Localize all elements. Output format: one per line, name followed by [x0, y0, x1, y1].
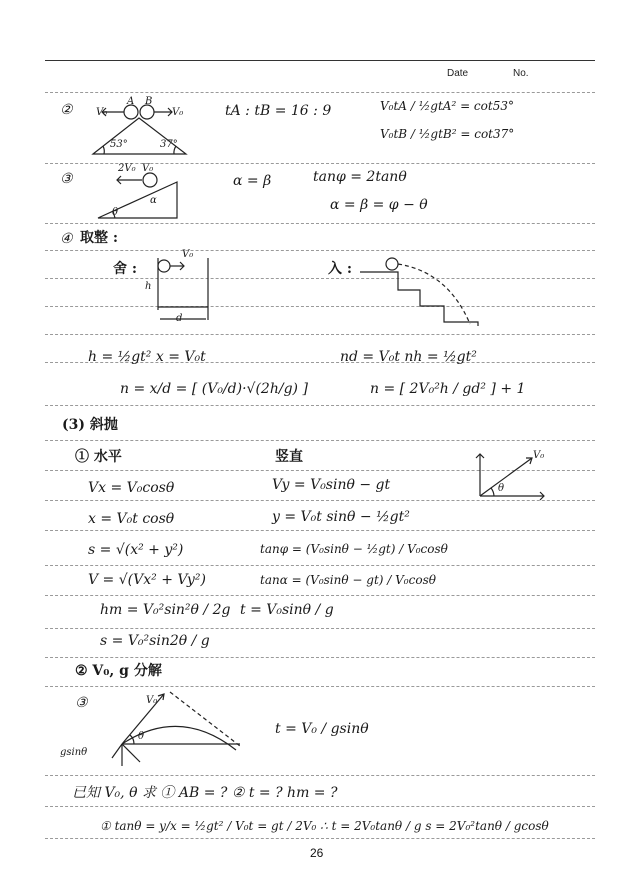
g-component [122, 744, 140, 762]
ball [158, 260, 170, 272]
incline [98, 182, 177, 218]
angle-arc [130, 735, 134, 744]
ruled-line [45, 278, 595, 279]
s5-tanphi: tanφ = (V₀sinθ − ½gt) / V₀cosθ [260, 542, 448, 556]
ruled-line [45, 530, 595, 531]
no-label: No. [513, 68, 529, 79]
ruled-line [45, 440, 595, 441]
s5-t: t = V₀sinθ / g [240, 602, 334, 618]
s4-d-label: d [176, 313, 183, 324]
angle-mark [113, 211, 115, 218]
s2-label-a: A [127, 96, 135, 107]
s4-number: ④ [60, 231, 73, 247]
s5-x: x = V₀t cosθ [88, 511, 175, 527]
s5-thetab-label: θ [138, 731, 145, 742]
s4-she-label: 舍 : [113, 261, 138, 277]
s5-v: V = √(Vx² + Vy²) [88, 572, 206, 588]
s2-formula-2: V₀tB / ½gtB² = cot37° [380, 127, 515, 141]
ruled-line [45, 686, 595, 687]
s2-number: ② [60, 102, 73, 118]
s5-t3: t = V₀ / gsinθ [275, 721, 369, 737]
s4-eq-left-1: h = ½gt² x = V₀t [88, 349, 206, 365]
s5-s2: s = V₀²sin2θ / g [100, 633, 210, 649]
s2-label-b: B [145, 96, 153, 107]
s5-sub1b: 竖直 [275, 449, 303, 465]
s3-eq-3: α = β = φ − θ [330, 197, 428, 213]
ruled-line [45, 334, 595, 335]
angle-arc [103, 146, 104, 154]
ruled-line [45, 775, 595, 776]
s4-h-label: h [145, 281, 152, 292]
ruled-line [45, 657, 595, 658]
ruled-line [45, 806, 595, 807]
s4-eq-right-1: nd = V₀t nh = ½gt² [340, 349, 477, 365]
ruled-line [45, 595, 595, 596]
date-label: Date [447, 68, 469, 79]
ruled-line [45, 838, 595, 839]
ruled-line [45, 405, 595, 406]
stairs [360, 272, 478, 326]
s3-number: ③ [60, 171, 73, 187]
ball-b [140, 105, 154, 119]
angle-arc [174, 146, 176, 154]
ruled-line [45, 306, 595, 307]
incline-dashed [170, 692, 240, 746]
s5-v0b-label: V₀ [146, 695, 158, 706]
s4-left-diagram [140, 250, 220, 326]
s5-last: ① tanθ = y/x = ½gt² / V₀t = gt / 2V₀ ∴ t = 2V₀tanθ / g s = 2V₀²tanθ / gcosθ [100, 819, 549, 833]
s5-hm: hm = V₀²sin²θ / 2g [100, 602, 231, 618]
s5-v0-label: V₀ [533, 450, 545, 461]
s4-ru-label: 入 : [328, 261, 353, 277]
s2-v0-right: V₀ [172, 107, 184, 118]
s2-angle-53: 53° [110, 139, 128, 150]
s5-sub2: ② V₀, g 分解 [75, 663, 162, 679]
ball [143, 173, 157, 187]
s4-v0-label: V₀ [182, 249, 194, 260]
trajectory [398, 264, 470, 324]
ruled-line [45, 565, 595, 566]
s5-sub1: ① 水平 [75, 449, 122, 465]
triangle [93, 118, 186, 154]
s2-v0-left: V₀ [96, 107, 108, 118]
s2-ratio: tA : tB = 16 : 9 [225, 103, 332, 119]
s4-eq-left-2: n = x/d = [ (V₀/d)·√(2h/g) ] [120, 381, 308, 397]
s2-diagram [90, 96, 200, 162]
ruled-line [45, 250, 595, 251]
header-rule [45, 60, 595, 61]
s5-known: 已知 V₀, θ 求 ① AB = ? ② t = ? hm = ? [72, 785, 338, 801]
ball-a [124, 105, 138, 119]
page-number: 26 [310, 846, 324, 860]
s3-v-label-2: V₀ [142, 163, 154, 174]
s5-tanalpha: tanα = (V₀sinθ − gt) / V₀cosθ [260, 573, 436, 587]
s5-slope-diagram [100, 688, 250, 770]
s3-eq-2: tanφ = 2tanθ [313, 169, 407, 185]
s5-vy: Vy = V₀sinθ − gt [272, 477, 391, 493]
s5-title: (3) 斜抛 [62, 417, 118, 433]
s5-theta-label: θ [498, 483, 505, 494]
s5-sub3: ③ [75, 695, 88, 711]
s5-vx: Vx = V₀cosθ [88, 480, 175, 496]
ruled-line [45, 92, 595, 93]
s3-theta: θ [112, 207, 119, 218]
s5-y: y = V₀t sinθ − ½gt² [272, 509, 410, 525]
ball [386, 258, 398, 270]
s4-eq-right-2: n = [ 2V₀²h / gd² ] + 1 [370, 381, 526, 397]
s5-s: s = √(x² + y²) [88, 542, 184, 558]
s3-v-label-1: 2V₀ [118, 163, 136, 174]
s3-eq-1: α = β [233, 173, 272, 189]
s3-diagram [95, 170, 205, 222]
g-component [112, 744, 122, 758]
s4-right-diagram [358, 252, 488, 328]
s2-formula-1: V₀tA / ½gtA² = cot53° [380, 99, 514, 113]
ruled-line [45, 223, 595, 224]
ruled-line [45, 628, 595, 629]
s2-angle-37: 37° [160, 139, 178, 150]
s4-title: 取整 : [80, 230, 119, 246]
s5-gsin-label: gsinθ [60, 747, 88, 758]
v0-vector [480, 458, 532, 496]
s3-alpha: α [150, 195, 157, 206]
angle-arc [491, 488, 494, 496]
